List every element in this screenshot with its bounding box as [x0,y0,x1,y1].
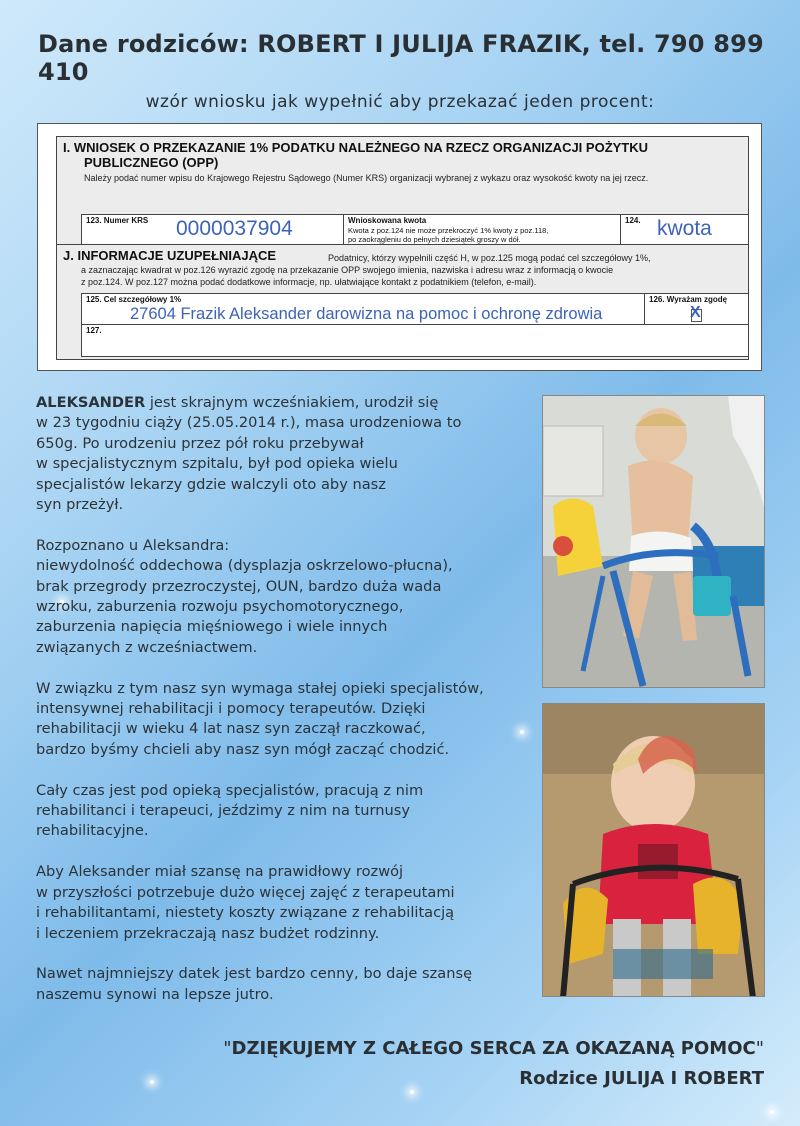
krs-label: 123. Numer KRS [86,216,149,225]
sparkle-decoration [150,1080,154,1084]
quote-open: " [223,1038,232,1059]
text-line: związanych z wcześniactwem. [36,638,258,656]
text-line: jest skrajnym wcześniakiem, urodził się [145,394,439,411]
text-line: i leczeniem przekraczają nasz budżet rodzinny. [36,924,380,942]
text-line: naszemu synowi na lepsze jutro. [36,985,274,1003]
text-line: Rozpoznano u Aleksandra: [36,536,230,554]
amount-field [620,214,749,246]
text-line: specjalistów lekarzy gdzie walczyli oto aby nasz [36,475,386,493]
thank-you-message [223,1038,764,1059]
text-line: w 23 tygodniu ciąży (25.05.2014 r.), masa urodzeniowa to [36,414,462,432]
text-line: wzroku, zaburzenia rozwoju psychomotorycznego, [36,598,404,616]
text-line: zaburzenia napięcia mięśniowego i wiele innych [36,618,388,636]
text-line: bardzo byśmy chcieli aby nasz syn mógł zacząć chodzić. [36,740,450,758]
amount-field-label: 124. [625,216,641,225]
form-section-j [56,244,749,360]
amount-label: Wnioskowana kwota [348,216,427,225]
story-text [36,393,526,1026]
section-j-note-2: a zaznaczając kwadrat w poz.126 wyrazić zgodę na przekazanie OPP swojego imienia, nazwiska i adresu wraz z informacją o kwocie [81,265,614,275]
text-line: rehabilitacyjne. [36,822,149,840]
text-line: w specjalistycznym szpitalu, był pod opieka wielu [36,455,398,473]
paragraph-appeal [36,964,526,1005]
amount-note-2: po zaokrągleniu do pełnych dziesiątek groszy w dół. [348,235,521,244]
sparkle-decoration [770,1110,774,1114]
page-subtitle: wzór wniosku jak wypełnić aby przekazać jeden procent: [145,92,655,112]
krs-value: 0000037904 [176,217,293,240]
extra-info-field [81,324,749,357]
text-line: w przyszłości potrzebuje dużo więcej zajęć z terapeutami [36,883,455,901]
paragraph-diagnosis [36,536,526,658]
consent-field [644,293,749,325]
text-line: i rehabilitantami, niestety koszty związane z rehabilitacją [36,904,455,922]
sparkle-decoration [410,1090,414,1094]
section-i-title-cont: PUBLICZNEGO (OPP) [84,155,219,170]
paragraph-needs [36,679,526,761]
text-line: Cały czas jest pod opieką specjalistów, pracują z nim [36,781,424,799]
text-line: 650g. Po urodzeniu przez pół roku przebywał [36,434,364,452]
consent-label: 126. Wyrażam zgodę [649,295,728,304]
goal-value: 27604 Frazik Aleksander darowizna na pomoc i ochronę zdrowia [130,305,603,323]
quote-close: " [755,1038,764,1059]
photo-child-walker-illustration [543,396,765,688]
krs-field [81,214,344,246]
text-line: brak przegrody przezroczystej, OUN, bardzo duża wada [36,577,442,595]
amount-note-1: Kwota z poz.124 nie może przekroczyć 1% kwoty z poz.118, [348,226,549,235]
photo-child-chair [542,703,765,997]
amount-value: kwota [657,217,712,240]
text-line: rehabilitanci i terapeuci, jeździmy z nim na turnusy [36,802,411,820]
section-j-title: J. INFORMACJE UZUPEŁNIAJĄCE [63,248,277,263]
signature: Rodzice JULIJA I ROBERT [519,1068,764,1089]
text-line: intensywnej rehabilitacji i pomocy terapeutów. Dzięki [36,700,426,718]
page-title: Dane rodziców: ROBERT I JULIJA FRAZIK, tel. 790 899 410 [38,30,764,86]
paragraph-costs [36,862,526,944]
goal-field [81,293,645,325]
form-section-i [56,136,749,246]
form-sample [37,123,762,371]
photo-child-walker [542,395,765,688]
thank-you-text: DZIĘKUJEMY Z CAŁEGO SERCA ZA OKAZANĄ POMOC [231,1038,756,1059]
section-j-note-3: z poz.124. W poz.127 można podać dodatkowe informacje, np. ułatwiające kontakt z podatnikiem (telefon, e-mail). [81,277,537,287]
requested-amount-info [343,214,621,246]
goal-label: 125. Cel szczegółowy 1% [86,295,182,304]
text-line: W związku z tym nasz syn wymaga stałej opieki specjalistów, [36,679,484,697]
consent-check-mark: X [690,304,701,321]
text-line: rehabilitacji w wieku 4 lat nasz syn zaczął raczkować, [36,720,426,738]
paragraph-intro [36,393,526,515]
section-i-title: I. WNIOSEK O PRZEKAZANIE 1% PODATKU NALEŻNEGO NA RZECZ ORGANIZACJI POŻYTKU [63,140,649,155]
child-name: ALEKSANDER [36,394,146,411]
paragraph-care [36,781,526,842]
text-line: syn przeżył. [36,496,124,514]
section-i-note: Należy podać numer wpisu do Krajowego Rejestru Sądowego (Numer KRS) organizacji wybranej z wykazu oraz wysokość kwoty na jej rzecz. [84,173,649,183]
text-line: Aby Aleksander miał szansę na prawidłowy rozwój [36,863,404,881]
extra-info-label: 127. [86,326,102,335]
text-line: niewydolność oddechowa (dysplazja oskrzelowo-płucna), [36,557,453,575]
section-j-note-1: Podatnicy, którzy wypełnili część H, w poz.125 mogą podać cel szczegółowy 1%, [328,253,651,263]
text-line: Nawet najmniejszy datek jest bardzo cenny, bo daje szansę [36,965,473,983]
photo-child-chair-illustration [543,704,765,997]
